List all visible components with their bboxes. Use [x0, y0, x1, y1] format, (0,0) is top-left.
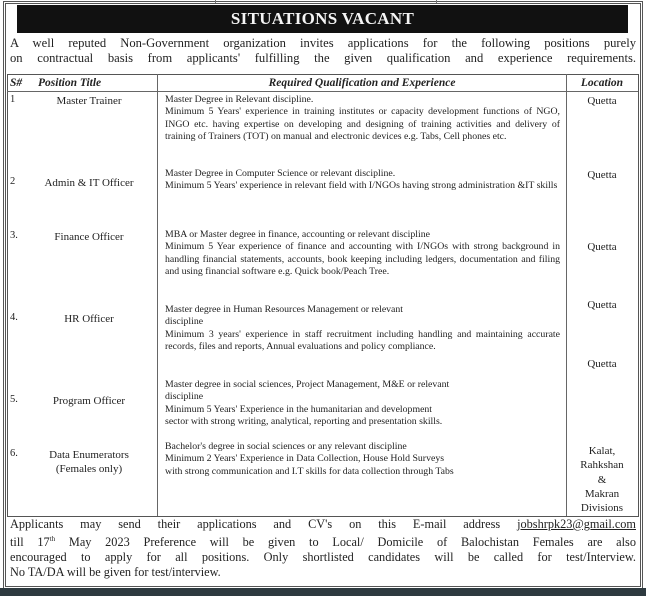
bottom-band	[0, 588, 646, 596]
qualification	[165, 379, 560, 429]
qualification	[165, 168, 560, 193]
intro-paragraph	[10, 36, 636, 66]
position-line: Program Officer	[52, 395, 126, 407]
header-qualification: Required Qualification and Experience	[268, 77, 456, 89]
qualification-line: MBA or Master degree in finance, accounting or relevant discipline	[165, 229, 430, 240]
header-position: Position Title	[38, 77, 102, 89]
row-number: 6.	[10, 448, 18, 459]
location-line: Quetta	[587, 169, 617, 181]
page-title: SITUATIONS VACANT	[17, 5, 628, 33]
top-tab-line	[215, 0, 437, 3]
header-location: Location	[580, 77, 624, 89]
position-title	[22, 394, 156, 408]
qualification-line: Bachelor's degree in social sciences or any relevant discipline	[165, 441, 407, 452]
qualification-line: sector with strong writing, analytical, reporting and presentation skills.	[165, 416, 443, 428]
position-title	[22, 94, 156, 108]
qualification	[165, 94, 560, 144]
location-line: Quetta	[587, 241, 617, 253]
position-title	[22, 176, 156, 190]
intro-line: on contractual basis from applicants' fulfilling the given qualification and experience requirements.	[10, 51, 636, 65]
location-line: &	[597, 473, 607, 486]
qualification-line: Master degree in Human Resources Management or relevant	[165, 304, 404, 315]
location-line: Divisions	[580, 502, 624, 515]
qualification-line: Master Degree in Relevant discipline.	[165, 94, 314, 105]
qualification-line: Master Degree in Computer Science or relevant discipline.	[165, 168, 396, 179]
footer-sup: th	[49, 535, 56, 543]
email-link[interactable]: jobshrpk23@gmail.com	[517, 517, 636, 531]
qualification-line: Minimum 5 Years' Experience in the humanitarian and development	[165, 403, 433, 415]
footer-text: Applicants may send their applications and CV's on this E-mail address	[10, 517, 518, 531]
footer-line: No TA/DA will be given for test/interview.	[10, 565, 221, 580]
qualification-line: Minimum 5 Years' experience in training institutes or capacity development functions of NGO, INGO etc. having expertise on developing and designing of training activities and delivery of training of Trainers (TOT) on manual and electronic devices e.g. Tabs, Cell phones etc.	[165, 106, 560, 143]
location-line: Kalat,	[588, 445, 616, 457]
qualification-line: Minimum 2 Years' Experience in Data Collection, House Hold Surveys	[165, 453, 445, 465]
qualification-line: discipline	[165, 391, 204, 403]
position-line: Master Trainer	[56, 95, 122, 107]
location	[567, 298, 637, 312]
position-line: Data Enumerators	[49, 449, 129, 461]
location-line: Quetta	[587, 299, 617, 311]
location	[567, 94, 637, 108]
location	[567, 240, 637, 254]
qualification-line: Minimum 5 Year experience of finance and accounting with I/NGOs with strong background in handling financial statements, accounts, book keeping including ledgers, documentation and filing and using financial software e.g. Quick book/Peach Tree.	[165, 241, 560, 278]
location-line: Rahkshan	[580, 459, 624, 472]
footer-text: May 2023 Preference will be given to Local/ Domicile of Balochistan Females are also	[55, 535, 636, 550]
row-number: 4.	[10, 312, 18, 323]
position-line: Admin & IT Officer	[44, 177, 134, 189]
footer-line: encouraged to apply for all positions. Only shortlisted candidates will be called for test/Interview.	[10, 550, 636, 565]
row-number: 5.	[10, 394, 18, 405]
location	[567, 168, 637, 182]
footer-text: till 17	[10, 535, 50, 550]
position-title	[22, 230, 156, 244]
qualification-line: Master degree in social sciences, Project Management, M&E or relevant	[165, 379, 450, 390]
footer-paragraph	[10, 517, 636, 580]
header-divider	[7, 91, 638, 92]
footer-line	[10, 532, 636, 550]
header-sn: S#	[10, 77, 23, 89]
qualification	[165, 441, 560, 478]
location-line: Quetta	[587, 95, 617, 107]
qualification-line: Minimum 5 Years' experience in relevant field with I/NGOs having strong administration &IT skills	[165, 180, 558, 192]
position-line: HR Officer	[64, 313, 114, 325]
qualification-line: discipline	[165, 316, 204, 328]
qualification	[165, 304, 560, 354]
row-number: 1	[10, 94, 16, 105]
position-title	[22, 448, 156, 476]
intro-line: A well reputed Non-Government organization invites applications for the following positions purely	[10, 36, 636, 50]
location	[567, 444, 637, 515]
location-line: Makran	[584, 487, 620, 500]
qualification-line: Minimum 3 years' experience in staff recruitment including handling and maintaining accurate records, files and reports, Annual evaluations and policy compliance.	[165, 328, 560, 353]
qualification-line: with strong communication and I.T skills for data collection through Tabs	[165, 465, 454, 477]
location-line: Quetta	[587, 358, 617, 370]
footer-line	[10, 517, 636, 532]
position-line: (Females only)	[55, 463, 123, 475]
location	[567, 357, 637, 371]
column-divider	[157, 74, 158, 516]
row-number: 3.	[10, 230, 18, 241]
position-title	[22, 312, 156, 326]
qualification	[165, 229, 560, 279]
row-number: 2	[10, 176, 16, 187]
position-line: Finance Officer	[54, 231, 124, 243]
